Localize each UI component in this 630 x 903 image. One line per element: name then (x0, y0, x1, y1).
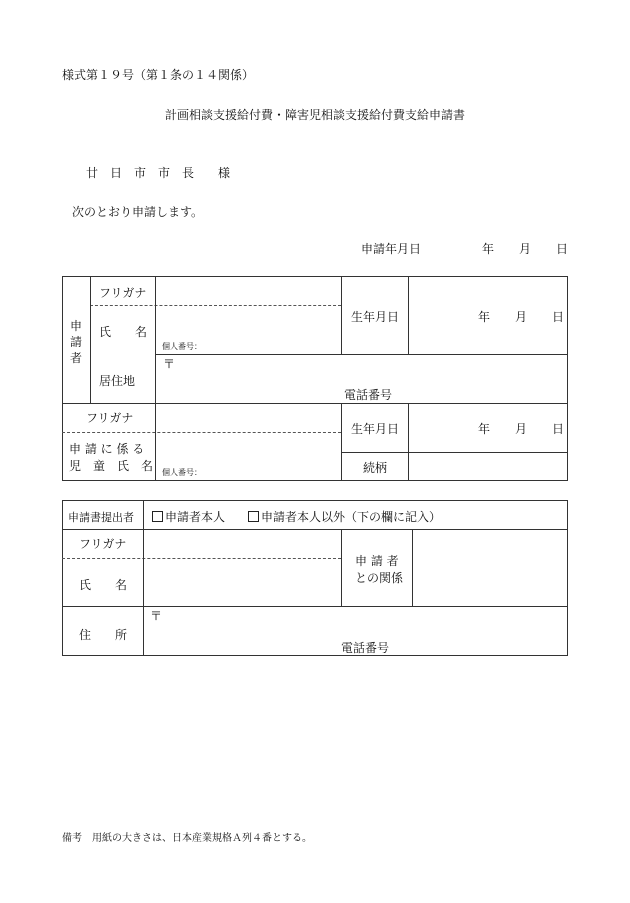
intro-text: 次のとおり申請します。 (72, 205, 204, 219)
submitter-other-checkbox[interactable] (248, 511, 259, 522)
addressee: 廿 日 市 市 長 様 (86, 166, 231, 180)
applicant-address-label: 居住地 (99, 374, 136, 388)
child-name-label-line1: 申 請 に 係 る (69, 442, 145, 456)
submitter-postal-mark: 〒 (150, 609, 163, 623)
applicant-furigana-label: フリガナ (99, 286, 147, 300)
applicant-dob-label: 生年月日 (351, 310, 400, 324)
submitter-relation-label-line1: 申 請 者 (355, 554, 399, 568)
submitter-option-other[interactable] (248, 508, 441, 525)
applicant-dob-day: 日 (552, 310, 565, 324)
applicant-dob-month: 月 (515, 310, 528, 324)
submitter-option-other-label: 申請者本人以外（下の欄に記入） (261, 510, 442, 524)
note-text: 備考 用紙の大きさは、日本産業規格Ａ列４番とする。 (62, 833, 312, 844)
applicant-dob-year: 年 (478, 310, 491, 324)
submitter-address-label: 住 所 (79, 628, 128, 642)
applicant-phone-label: 電話番号 (344, 388, 393, 402)
child-name-label-line2: 児 童 氏 名 (69, 459, 154, 473)
submitter-option-self-label: 申請者本人 (165, 510, 226, 524)
form-number: 様式第１９号（第１条の１４関係） (62, 68, 255, 82)
child-dob-day: 日 (552, 422, 565, 436)
application-date-year: 年 (482, 242, 495, 256)
submitter-self-checkbox[interactable] (152, 511, 163, 522)
submitter-label: 申請書提出者 (68, 511, 134, 524)
child-personal-number-label: 個人番号： (162, 468, 202, 477)
document-title: 計画相談支援給付費・障害児相談支援給付費支給申請書 (165, 108, 466, 122)
applicant-name-label: 氏 名 (99, 325, 148, 339)
child-dob-year: 年 (478, 422, 491, 436)
child-relationship-label: 続柄 (363, 461, 388, 475)
submitter-relation-label-line2: との関係 (355, 571, 404, 585)
application-date-month: 月 (519, 242, 532, 256)
submitter-furigana-label: フリガナ (79, 537, 127, 551)
submitter-option-self[interactable] (152, 508, 225, 525)
submitter-phone-label: 電話番号 (341, 641, 390, 655)
application-date-day: 日 (556, 242, 569, 256)
application-date-label: 申請年月日 (361, 242, 422, 256)
applicant-postal-mark: 〒 (163, 357, 176, 371)
child-dob-month: 月 (515, 422, 528, 436)
applicant-personal-number-label: 個人番号： (162, 342, 202, 351)
child-dob-label: 生年月日 (351, 422, 400, 436)
submitter-name-label: 氏 名 (79, 578, 128, 592)
child-furigana-label: フリガナ (86, 411, 134, 425)
applicant-group-label: 申請者 (69, 319, 82, 365)
